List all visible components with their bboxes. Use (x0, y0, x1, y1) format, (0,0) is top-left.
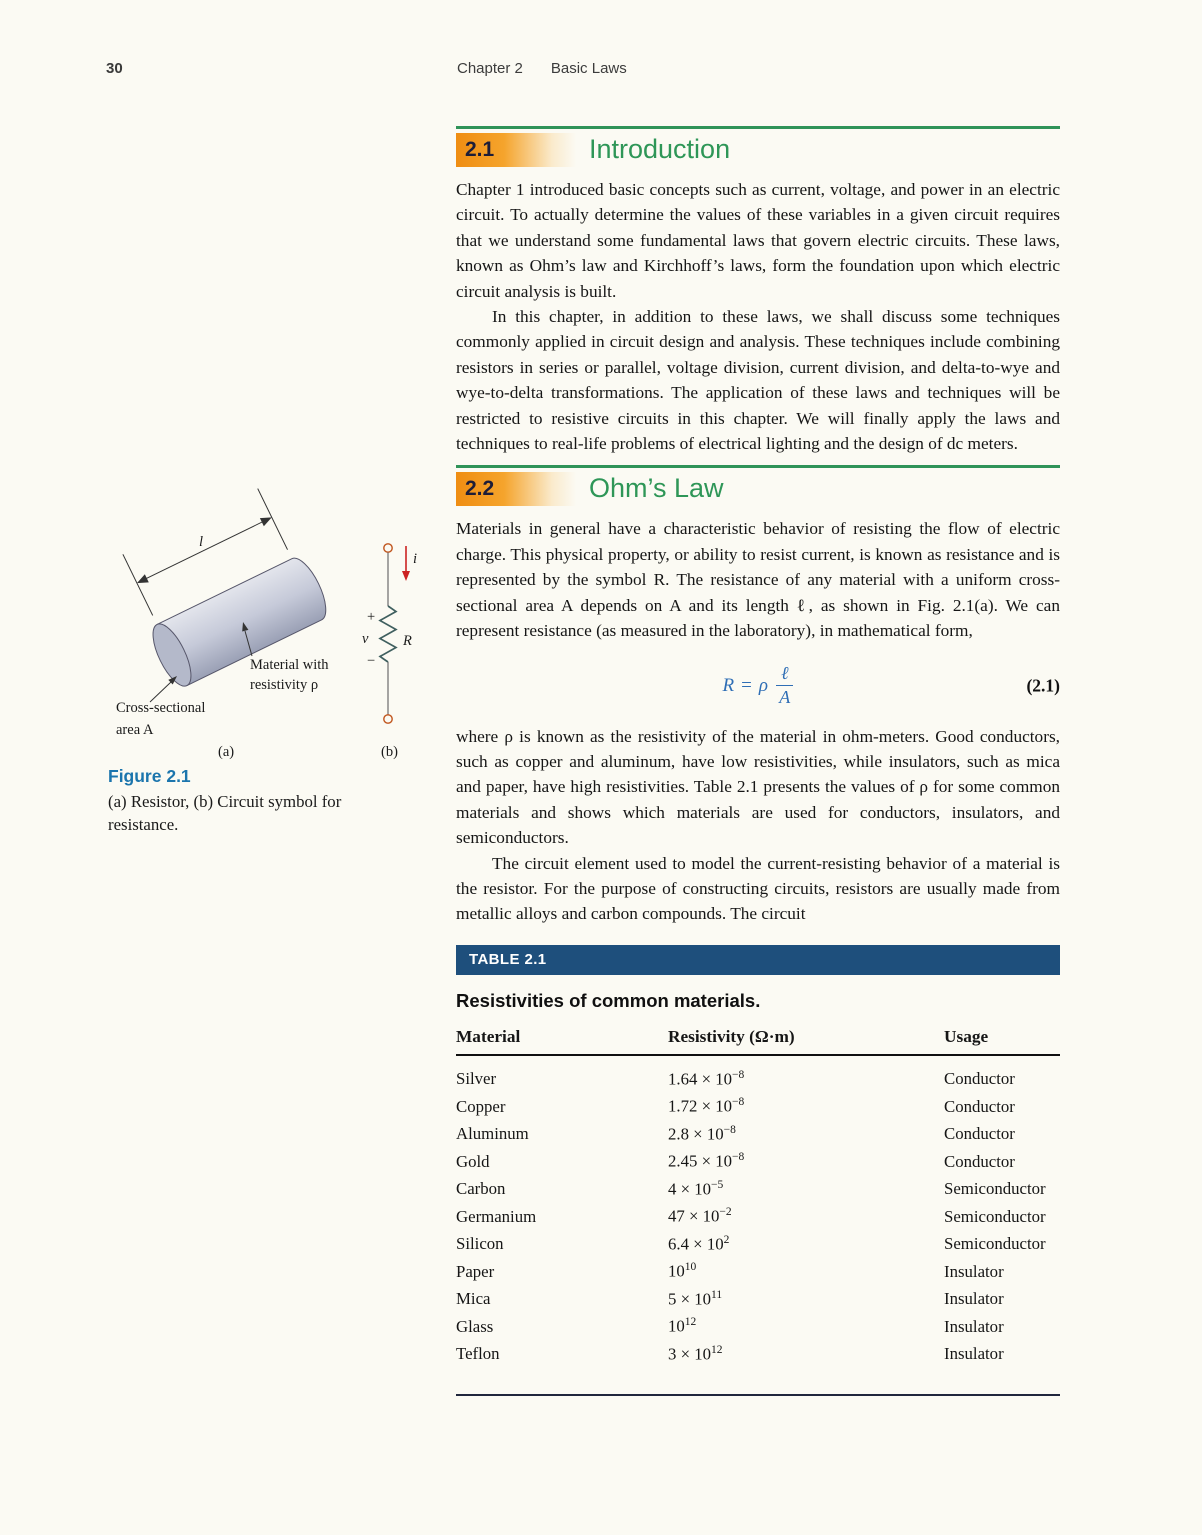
terminal-circle-top (384, 544, 392, 552)
table-row (456, 1339, 1060, 1367)
cell-usage: Insulator (944, 1289, 1004, 1309)
exponent: −5 (711, 1178, 724, 1191)
paragraph: The circuit element used to model the current-resisting behavior of a material is the resistor. For the purpose of constructing circuits, resistors are usually made from metallic alloys and carbon compounds. The circuit (456, 853, 1060, 924)
cell-material: Paper (456, 1261, 495, 1281)
cell-material: Gold (456, 1151, 490, 1171)
dimension-extension-left (123, 554, 153, 615)
cell-resistivity: $10^{10}$ (668, 1261, 697, 1281)
figure-caption-title: Figure 2.1 (108, 766, 191, 786)
paragraph: Chapter 1 introduced basic concepts such as current, voltage, and power in an electric circuit. To actually determine the values of these variables in a given circuit requires that we understand some fundamental laws that govern electric circuits. These laws, known as Ohm’s law and Kirchhoff’s laws, form the foundation upon which electric circuit analysis is built. (456, 180, 1060, 301)
exponent: 12 (684, 1316, 697, 1329)
exponent: −2 (719, 1206, 732, 1219)
cell-resistivity: $1.64 \times 10^{-8}$ (668, 1068, 745, 1089)
chapter-title: Basic Laws (550, 60, 627, 77)
exponent: −8 (732, 1151, 745, 1164)
cell-resistivity: $1.72 \times 10^{-8}$ (668, 1096, 745, 1116)
minus-label: − (367, 653, 376, 669)
section-heading (456, 131, 1060, 168)
cell-material: Silicon (456, 1234, 504, 1254)
cell-resistivity: $4 \times 10^{-5}$ (668, 1178, 724, 1199)
table-row (456, 1284, 1060, 1312)
equation-lhs: R (722, 674, 735, 696)
exponent: 2 (723, 1233, 730, 1246)
cell-usage: Conductor (944, 1069, 1015, 1089)
section-rule (456, 465, 1060, 468)
section-rule (456, 126, 1060, 129)
exponent: −8 (732, 1096, 745, 1109)
exponent: 12 (711, 1343, 723, 1356)
table-subtitle: Resistivities of common materials. (456, 989, 761, 1011)
table-row (456, 1091, 1060, 1119)
cross-section-label-line1: Cross-sectional (116, 700, 206, 716)
cell-material: Silver (456, 1069, 497, 1089)
table-bottom-rule (456, 1394, 1060, 1396)
cell-usage: Conductor (944, 1096, 1015, 1116)
equation-tag: (2.1) (1026, 675, 1060, 695)
resistor-label: R (403, 633, 412, 649)
section-number: 2.2 (465, 476, 495, 500)
exponent: −8 (732, 1068, 745, 1081)
cell-resistivity: $3 \times 10^{12}$ (668, 1343, 723, 1364)
paragraph: where ρ is known as the resistivity of the material in ohm-meters. Good conductors, such as copper and aluminum, have low resistivities, while insulators, such as mica and paper, have high resistivities. Table 2.1 presents the values of ρ for some common materials and shows which materials are used for conductors, insulators, and semiconductors. (456, 726, 1060, 848)
table-header-row (456, 1027, 1060, 1055)
resistor-zigzag (380, 606, 396, 662)
sub-label-a: (a) (218, 744, 235, 760)
cell-usage: Conductor (944, 1124, 1015, 1144)
chapter-label: Chapter 2 (457, 60, 523, 77)
table-number: TABLE 2.1 (469, 951, 547, 969)
fraction (776, 663, 794, 708)
section-number-box (456, 133, 576, 167)
current-label: i (413, 551, 418, 567)
column-header-usage: Usage (944, 1027, 1060, 1055)
table-row (456, 1174, 1060, 1202)
terminal-circle-bottom (384, 715, 392, 723)
equals-sign: = (741, 674, 752, 696)
column-header-material: Material (456, 1027, 668, 1055)
column-header-resistivity: Resistivity (Ω·m) (668, 1027, 944, 1055)
cell-usage: Insulator (944, 1344, 1004, 1364)
paragraph: In this chapter, in addition to these laws, we shall discuss some techniques commonly applied in circuit design and analysis. These techniques include combining resistors in series or parallel, voltage division, current division, and delta-to-wye and wye-to-delta transformations. The application of these laws and techniques will be restricted to resistive circuits in this chapter. We will finally apply the laws and techniques to real-life problems of electrical lighting and the design of dc meters. (456, 307, 1060, 454)
equation-row (456, 657, 1060, 715)
cell-material: Germanium (456, 1206, 537, 1226)
cell-resistivity: $5 \times 10^{11}$ (668, 1288, 723, 1309)
section-title: Introduction (589, 134, 731, 164)
sub-label-b: (b) (381, 744, 398, 760)
cell-usage: Semiconductor (944, 1234, 1046, 1254)
equation-rho: ρ (758, 674, 768, 696)
cross-section-pointer-line (150, 682, 171, 702)
section-2-1 (456, 126, 1060, 456)
table-row (456, 1229, 1060, 1257)
paragraph: Materials in general have a characteristic behavior of resisting the flow of electric charge. This physical property, or ability to resist current, is known as resistance and is represented by the symbol R. The resistance of any material with a uniform cross-sectional area A depends on A and its length ℓ, as shown in Fig. 2.1(a). We can represent resistance (as measured in the laboratory), in mathematical form, (456, 519, 1060, 641)
plus-label: + (367, 609, 376, 625)
figure-caption (108, 766, 400, 836)
table-row (456, 1256, 1060, 1284)
table-2-1 (456, 945, 1060, 1397)
arrowhead-right (260, 513, 274, 526)
cell-resistivity: $2.45 \times 10^{-8}$ (668, 1151, 745, 1171)
section-number: 2.1 (465, 137, 495, 161)
cell-usage: Conductor (944, 1151, 1015, 1171)
cell-usage: Insulator (944, 1316, 1004, 1336)
table-header-bar (456, 945, 1060, 975)
table-row (456, 1146, 1060, 1174)
current-arrowhead (402, 571, 410, 581)
table-row (456, 1119, 1060, 1147)
cross-section-label-line2: area A (116, 722, 154, 738)
equation (723, 663, 794, 708)
arrowhead-left (135, 574, 149, 587)
fraction-denominator: A (779, 687, 791, 707)
exponent: 11 (711, 1288, 723, 1301)
figure-2-1-diagram (100, 488, 445, 760)
cell-resistivity: $6.4 \times 10^2$ (668, 1233, 730, 1254)
cell-material: Mica (456, 1289, 491, 1309)
cell-usage: Semiconductor (944, 1179, 1046, 1199)
cell-material: Teflon (456, 1344, 500, 1364)
length-label: l (199, 534, 204, 550)
cell-material: Copper (456, 1096, 506, 1116)
cell-usage: Insulator (944, 1261, 1004, 1281)
table-row (456, 1311, 1060, 1339)
material-label-line2: resistivity ρ (250, 677, 319, 693)
figure-caption-text: (a) Resistor, (b) Circuit symbol for resistance. (108, 792, 342, 834)
material-label-line1: Material with (250, 657, 329, 673)
length-dimension-arrow (141, 519, 269, 581)
exponent: −8 (723, 1123, 736, 1136)
table-row (456, 1055, 1060, 1092)
voltage-label: v (362, 631, 369, 647)
cell-resistivity: $10^{12}$ (668, 1316, 697, 1336)
resistivity-table (456, 1027, 1060, 1367)
main-column (456, 126, 1060, 1396)
section-number-box (456, 472, 576, 506)
section-heading (456, 470, 1060, 507)
cell-material: Glass (456, 1316, 494, 1336)
table-row (456, 1201, 1060, 1229)
cell-resistivity: $47 \times 10^{-2}$ (668, 1206, 732, 1226)
section-2-2 (456, 465, 1060, 926)
running-head (457, 60, 627, 77)
fraction-numerator: ℓ (776, 663, 794, 686)
cell-material: Carbon (456, 1179, 506, 1199)
page-number: 30 (106, 60, 123, 77)
section-title: Ohm’s Law (589, 473, 724, 504)
exponent: 10 (684, 1261, 697, 1274)
cell-resistivity: $2.8 \times 10^{-8}$ (668, 1123, 736, 1144)
cell-material: Aluminum (456, 1124, 529, 1144)
cell-usage: Semiconductor (944, 1206, 1046, 1226)
